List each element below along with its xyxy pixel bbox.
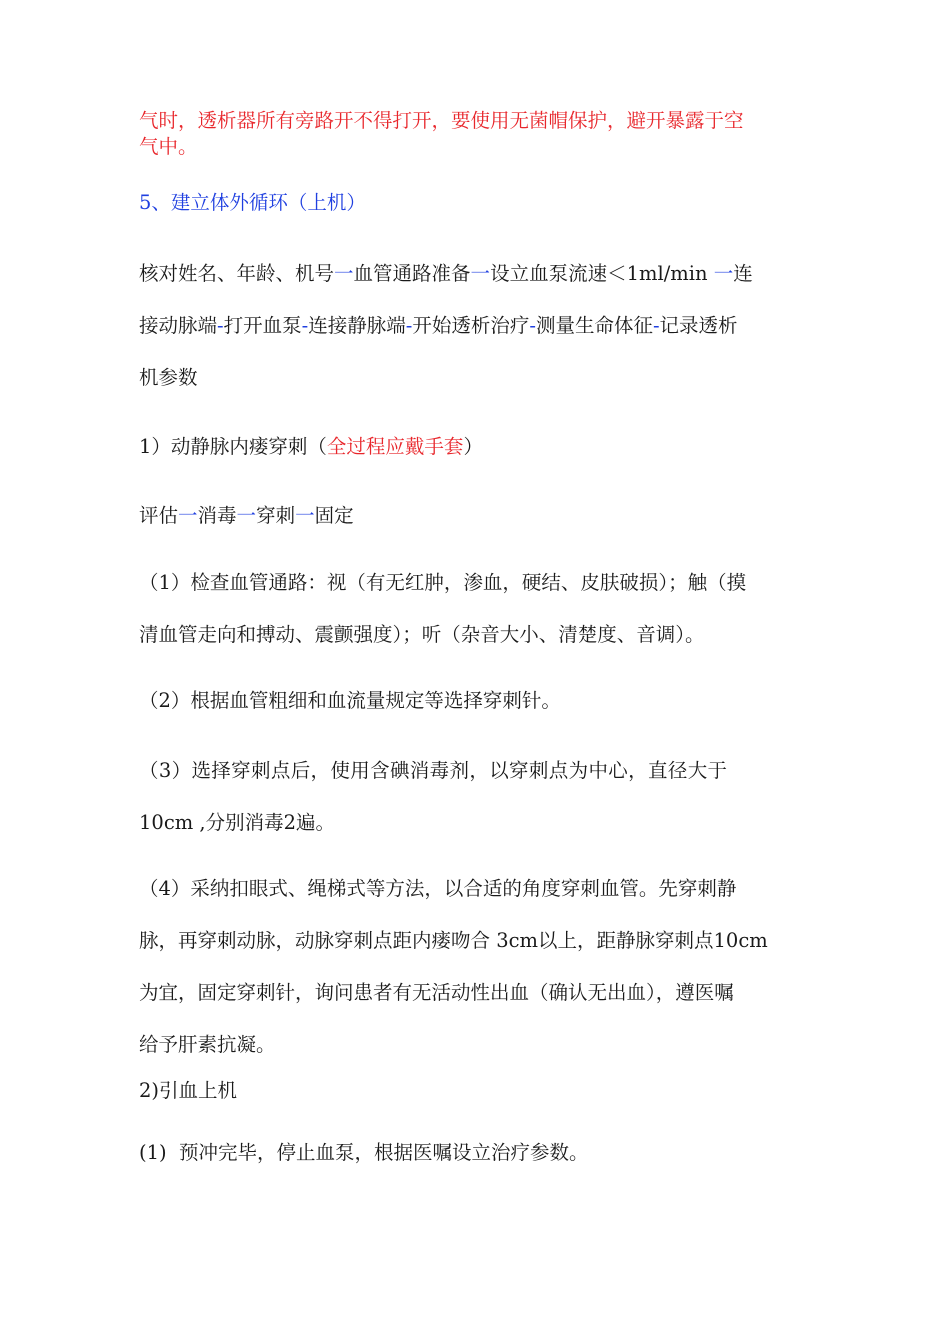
item-4-line1: （4）采纳扣眼式、绳梯式等方法，以合适的角度穿刺血管。先穿刺静 <box>139 877 737 900</box>
item-3-line2: 10cm ,分别消毒2遍。 <box>139 811 336 834</box>
subsection-heading-1 <box>139 435 483 459</box>
paragraph-air-warning-line1: 气时，透析器所有旁路开不得打开，要使用无菌帽保护，避开暴露于空 <box>139 109 744 132</box>
flow-step: 穿刺 <box>256 504 296 527</box>
flow-step: 打开血泵 <box>223 314 302 337</box>
flow-dash: - <box>405 314 413 337</box>
flow-dash: 一 <box>295 504 315 527</box>
procedure-flow-line2 <box>139 314 738 338</box>
flow-dash: - <box>652 314 660 337</box>
flow-dash: 一 <box>236 504 257 527</box>
puncture-flow <box>139 504 354 528</box>
section-heading-5: 5、建立体外循环（上机） <box>139 191 366 214</box>
item-1-line2: 清血管走向和搏动、震颤强度）；听（杂音大小、清楚度、音调）。 <box>139 623 705 646</box>
flow-step: 测量生命体征 <box>535 314 653 337</box>
item-4-line4: 给予肝素抗凝。 <box>139 1033 276 1056</box>
item-3-line1: （3）选择穿刺点后，使用含碘消毒剂，以穿刺点为中心，直径大于 <box>139 759 728 782</box>
flow-step: 核对姓名、年龄、机号 <box>139 262 335 285</box>
flow-step: 固定 <box>314 504 354 527</box>
subsection-close: ） <box>463 435 483 458</box>
subsection-label: 1）动静脉内瘘穿刺（ <box>139 435 327 458</box>
flow-dash: 一 <box>334 262 354 285</box>
item-4-line3: 为宜，固定穿刺针，询问患者有无活动性出血（确认无出血），遵医嘱 <box>139 981 734 1004</box>
flow-dash: 一 <box>713 262 734 285</box>
flow-dash: - <box>301 314 309 337</box>
procedure-flow-line3: 机参数 <box>139 366 198 389</box>
flow-step: 连接静脉端 <box>308 314 406 337</box>
item-2: （2）根据血管粗细和血流量规定等选择穿刺针。 <box>139 689 561 712</box>
item-1-line1: （1）检查血管通路：视（有无红肿，渗血，硬结、皮肤破损）；触（摸 <box>139 571 747 594</box>
flow-dash: - <box>217 314 224 337</box>
flow-step: 接动脉端 <box>139 314 218 337</box>
flow-step: 连 <box>733 262 753 285</box>
glove-note: 全过程应戴手套 <box>326 435 464 458</box>
paragraph-air-warning-line2: 气中。 <box>139 135 198 158</box>
flow-dash: 一 <box>470 262 491 285</box>
flow-dash: 一 <box>178 504 198 527</box>
item-5: (1) 预冲完毕，停止血泵，根据医嘱设立治疗参数。 <box>139 1141 589 1164</box>
flow-step: 开始透析治疗 <box>412 314 530 337</box>
flow-step: 评估 <box>139 504 179 527</box>
flow-step: 记录透析 <box>659 314 738 337</box>
flow-step: 消毒 <box>197 504 237 527</box>
procedure-flow-line1 <box>139 262 753 286</box>
subsection-heading-2: 2)引血上机 <box>139 1079 238 1102</box>
item-4-line2: 脉，再穿刺动脉，动脉穿刺点距内瘘吻合 3cm以上，距静脉穿刺点10cm <box>139 929 768 952</box>
flow-step: 血管通路准备 <box>353 262 471 285</box>
flow-dash: - <box>529 314 536 337</box>
flow-step: 设立血泵流速＜1ml/min <box>490 262 714 285</box>
